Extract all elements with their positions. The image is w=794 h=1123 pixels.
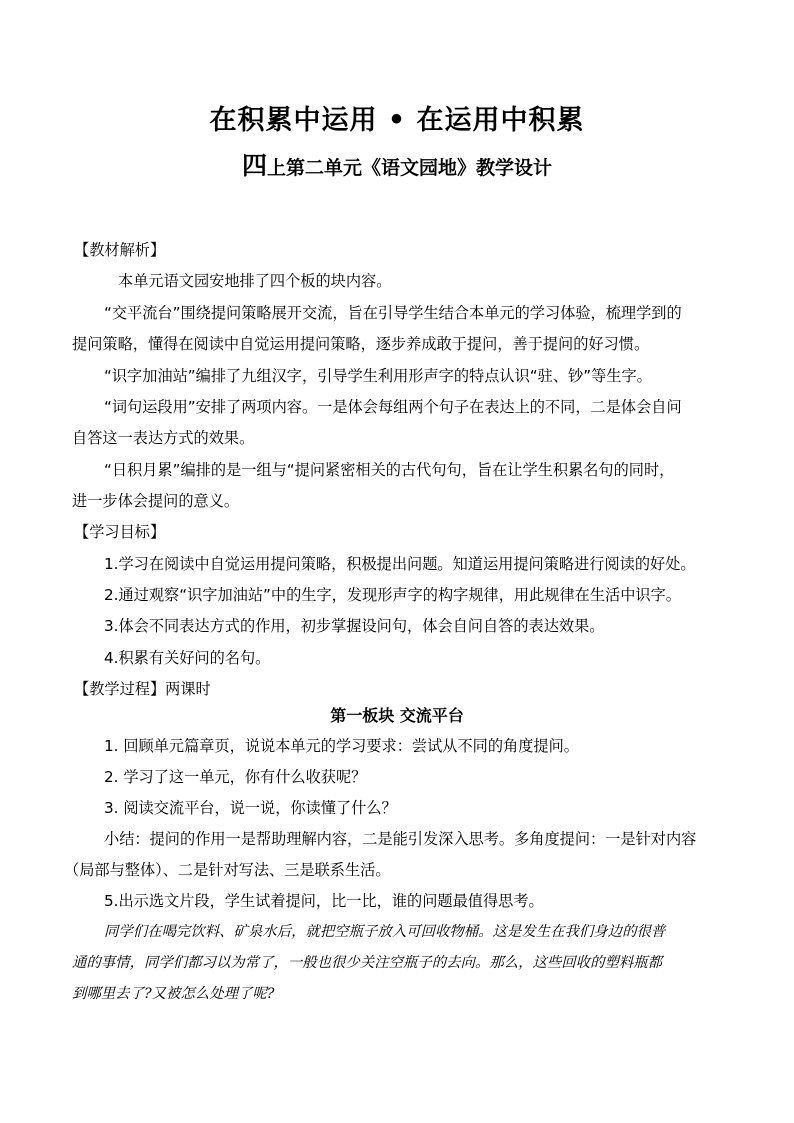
process-step: 2. 学习了这一单元，你有什么收获呢？ (104, 768, 367, 786)
document-subtitle (0, 146, 794, 182)
section-heading-teaching-process: 【教学过程】两课时 (74, 680, 211, 698)
section-heading-textbook-analysis: 【教材解析】 (74, 241, 166, 259)
block-title: 第一板块 交流平台 (330, 706, 464, 725)
process-step: 3. 阅读交流平台，说一说，你读懂了什么？ (104, 799, 397, 817)
subtitle-rest: 上第二单元《语文园地》教学设计 (267, 157, 553, 179)
analysis-paragraph-5-second-line: 进一步体会提问的意义。 (72, 492, 240, 510)
excerpt-line-3: 到哪里去了?又被怎么处理了呢? (72, 986, 275, 1002)
analysis-paragraph-1: 本单元语文园安地排了四个板的块内容。 (118, 272, 392, 290)
analysis-paragraph-5-first-line: “日积月累”编排的是一组与“提问紧密相关的古代句句，旨在让学生积累名句的同时， (104, 461, 675, 479)
analysis-paragraph-2-second-line: 提问策略，懂得在阅读中自觉运用提问策略，逐步养成敢于提问，善于提问的好习惯。 (72, 335, 650, 353)
subtitle-first-char: 四 (241, 151, 267, 180)
summary-first-line: 小结：提问的作用一是帮助理解内容，二是能引发深入思考。多角度提问：一是针对内容 (104, 830, 697, 848)
document-title: 在积累中运用 • 在运用中积累 (209, 105, 585, 136)
excerpt-line-1: 同学们在喝完饮料、矿泉水后，就把空瓶子放入可回收物桶。这是发生在我们身边的很普 (104, 924, 666, 940)
learning-goal-item: 2.通过观察“识字加油站”中的生字，发现形声字的构字规律，用此规律在生活中识字。 (104, 586, 681, 604)
analysis-paragraph-4-first-line: “词句运段用”安排了两项内容。一是体会每组两个句子在表达上的不同，二是体会自问 (104, 398, 682, 416)
analysis-paragraph-4-second-line: 自答这一表达方式的效果。 (72, 429, 255, 447)
analysis-paragraph-3: “识字加油站”编排了九组汉字，引导学生利用形声字的特点认识“驻、钞”等生字。 (104, 367, 652, 385)
excerpt-line-2: 通的事情，同学们都习以为常了，一般也很少关注空瓶子的去向。那么，这些回收的塑料瓶都 (72, 955, 663, 971)
learning-goal-item: 4.积累有关好问的名句。 (104, 649, 271, 667)
analysis-paragraph-2-first-line: “交平流台”围绕提问策略展开交流，旨在引导学生结合本单元的学习体验，梳理学到的 (104, 304, 682, 322)
section-heading-learning-goals: 【学习目标】 (74, 523, 166, 541)
process-step-5: 5.出示选文片段，学生试着提问，比一比，谁的问题最值得思考。 (104, 892, 544, 910)
process-step: 1. 回顾单元篇章页，说说本单元的学习要求：尝试从不同的角度提问。 (104, 737, 579, 755)
summary-second-line: （局部与整体）、二是针对写法、三是联系生活。 (64, 861, 391, 879)
learning-goal-item: 1.学习在阅读中自觉运用提问策略，积极提出问题。知道运用提问策略进行阅读的好处。 (104, 555, 696, 573)
learning-goal-item: 3.体会不同表达方式的作用，初步掌握设问句，体会自问自答的表达效果。 (104, 617, 605, 635)
